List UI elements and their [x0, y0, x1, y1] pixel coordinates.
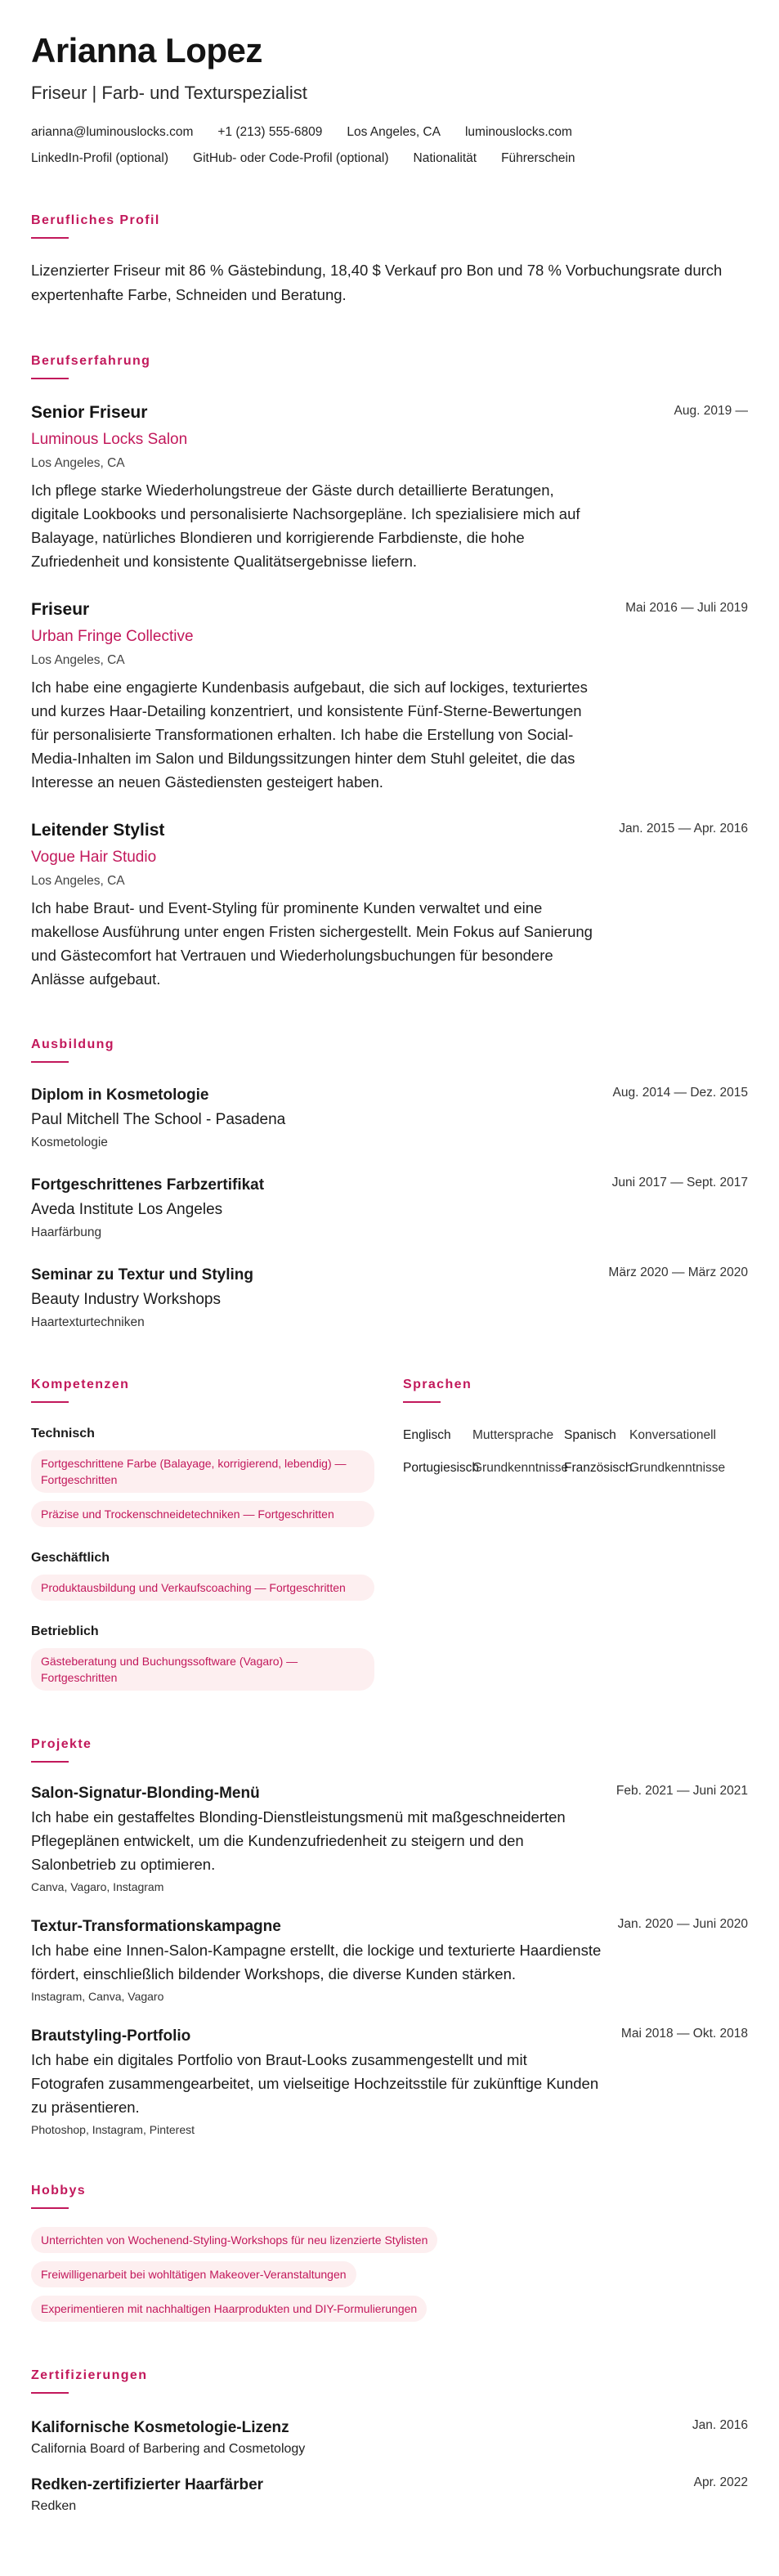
- education-section: [31, 1037, 748, 1331]
- language-name: Englisch: [403, 1428, 451, 1442]
- job-entry: [31, 402, 748, 573]
- language-level: Konversationell: [629, 1428, 716, 1442]
- person-subtitle: Friseur | Farb- und Texturspezialist: [31, 83, 307, 103]
- project-title: Textur-Transformationskampagne: [31, 1918, 281, 1935]
- education-entry: [31, 1266, 748, 1331]
- hobby-tag: Unterrichten von Wochenend-Styling-Workshops für neu lizenzierte Stylisten: [31, 2227, 437, 2253]
- certification-title: Redken-zertifizierter Haarfärber: [31, 2476, 264, 2493]
- education-list: [31, 1086, 748, 1331]
- job-date: Mai 2016 — Juli 2019: [625, 601, 748, 615]
- study-field: Haartexturtechniken: [31, 1315, 145, 1329]
- skill-tag: Präzise und Trockenschneidetechniken — Fortgeschritten: [31, 1501, 374, 1527]
- section-divider: [31, 2207, 69, 2209]
- education-date: März 2020 — März 2020: [608, 1266, 748, 1279]
- job-description: Ich habe eine engagierte Kundenbasis aufgebaut, die sich auf lockiges, texturiertes und kurzes Haar-Detailing konzentriert, und konsistente Fünf-Sterne-Bewertungen für personalisierte Transformationen erhalten. Ich habe die Erstellung von Social-Media-Inhalten im Salon und Bildungssitzungen hinter dem Stuhl geleitet, die das Interesse an neuen Gästediensten gesteigert haben.: [31, 679, 588, 791]
- project-description: Ich habe ein digitales Portfolio von Braut-Looks zusammengestellt und mit Fotografen zusammengearbeitet, um vielseitige Hochzeitsstile für zukünftige Kunden zu präsentieren.: [31, 2051, 599, 2116]
- job-list: [31, 402, 748, 991]
- job-company: Vogue Hair Studio: [31, 849, 157, 866]
- school-name: Paul Mitchell The School - Pasadena: [31, 1111, 286, 1128]
- hobby-tag: Experimentieren mit nachhaltigen Haarprodukten und DIY-Formulierungen: [31, 2296, 427, 2322]
- job-entry: [31, 599, 748, 794]
- education-date: Aug. 2014 — Dez. 2015: [612, 1086, 748, 1100]
- section-title-certifications: Zertifizierungen: [31, 2368, 148, 2382]
- hobbies-section: [31, 2183, 748, 2322]
- language-name: Spanisch: [564, 1428, 616, 1442]
- contact-license: Führerschein: [501, 151, 575, 165]
- job-description: Ich pflege starke Wiederholungstreue der Gäste durch detaillierte Beratungen, digitale Lookbooks und personalisierte Nachsorgepläne. Ich spezialisiere mich auf Balayage, natürliches Blondieren und korrigierende Farbdienste, die hohe Zufriedenheit und konsistente Qualitätsergebnisse liefern.: [31, 482, 580, 570]
- job-date: Aug. 2019 —: [674, 404, 748, 418]
- job-entry: [31, 820, 748, 991]
- project-title: Salon-Signatur-Blonding-Menü: [31, 1785, 260, 1802]
- section-divider: [31, 1061, 69, 1063]
- certification-list: [31, 2418, 748, 2515]
- contact-github[interactable]: GitHub- oder Code-Profil (optional): [193, 151, 389, 165]
- project-tools: Photoshop, Instagram, Pinterest: [31, 2123, 195, 2136]
- certification-issuer: California Board of Barbering and Cosmetology: [31, 2442, 306, 2456]
- job-location: Los Angeles, CA: [31, 653, 125, 667]
- skill-tag: Fortgeschrittene Farbe (Balayage, korrigierend, lebendig) — Fortgeschritten: [31, 1450, 374, 1493]
- contact-email[interactable]: arianna@luminouslocks.com: [31, 125, 194, 139]
- section-title-hobbies: Hobbys: [31, 2184, 87, 2197]
- language-level: Muttersprache: [472, 1428, 554, 1442]
- language-level: Grundkenntnisse: [629, 1461, 726, 1475]
- job-location: Los Angeles, CA: [31, 456, 125, 470]
- contact-website[interactable]: luminouslocks.com: [464, 125, 572, 139]
- certifications-section: [31, 2368, 748, 2515]
- profile-section: [31, 213, 748, 307]
- project-date: Feb. 2021 — Juni 2021: [616, 1784, 748, 1798]
- project-tools: Instagram, Canva, Vagaro: [31, 1990, 164, 2003]
- contact-row-primary: [31, 124, 748, 141]
- language-name: Portugiesisch: [403, 1461, 480, 1475]
- job-title: Friseur: [31, 600, 90, 619]
- education-date: Juni 2017 — Sept. 2017: [611, 1176, 748, 1189]
- skill-tag: Gästeberatung und Buchungssoftware (Vagaro) — Fortgeschritten: [31, 1648, 374, 1691]
- section-title-profile: Berufliches Profil: [31, 213, 160, 227]
- section-title-languages: Sprachen: [403, 1378, 472, 1391]
- contact-phone[interactable]: +1 (213) 555-6809: [217, 125, 323, 139]
- contact-row-secondary: [31, 150, 748, 167]
- section-title-education: Ausbildung: [31, 1037, 114, 1051]
- contact-nationality: Nationalität: [413, 151, 477, 165]
- certification-issuer: Redken: [31, 2499, 77, 2513]
- degree-title: Fortgeschrittenes Farbzertifikat: [31, 1176, 265, 1194]
- project-title: Brautstyling-Portfolio: [31, 2027, 191, 2045]
- project-date: Jan. 2020 — Juni 2020: [617, 1917, 748, 1931]
- skills-section: [31, 1331, 403, 1691]
- section-divider: [31, 2392, 69, 2394]
- project-date: Mai 2018 — Okt. 2018: [620, 2027, 748, 2041]
- language-level: Grundkenntnisse: [472, 1461, 569, 1475]
- study-field: Haarfärbung: [31, 1225, 102, 1239]
- language-list: [403, 1427, 746, 1476]
- project-description: Ich habe eine Innen-Salon-Kampagne erstellt, die lockige und texturierte Haardienste fördert, einschließlich bildender Workshops, die diverse Kunden stärken.: [31, 1942, 602, 1982]
- skill-group-title: Technisch: [31, 1427, 95, 1440]
- project-description: Ich habe ein gestaffeltes Blonding-Dienstleistungsmenü mit maßgeschneiderten Pflegeplänen entwickelt, um die Kundenzufriedenheit zu steigern und den Salonbetrieb zu optimieren.: [31, 1808, 566, 1873]
- project-entry: [31, 1784, 748, 1894]
- section-divider: [31, 378, 69, 379]
- hobby-tag: Freiwilligenarbeit bei wohltätigen Makeover-Veranstaltungen: [31, 2261, 356, 2287]
- job-title: Leitender Stylist: [31, 821, 165, 840]
- project-list: [31, 1784, 748, 2137]
- study-field: Kosmetologie: [31, 1136, 108, 1149]
- section-divider: [31, 237, 69, 239]
- section-divider: [31, 1401, 69, 1403]
- skills-languages-row: [31, 1331, 748, 1691]
- section-title-experience: Berufserfahrung: [31, 354, 151, 368]
- degree-title: Diplom in Kosmetologie: [31, 1086, 209, 1104]
- contact-linkedin[interactable]: LinkedIn-Profil (optional): [31, 151, 169, 165]
- job-title: Senior Friseur: [31, 403, 148, 422]
- certification-entry: [31, 2418, 748, 2457]
- person-name: Arianna Lopez: [31, 31, 262, 69]
- job-location: Los Angeles, CA: [31, 874, 125, 888]
- job-company: Luminous Locks Salon: [31, 431, 188, 448]
- certification-date: Apr. 2022: [693, 2475, 748, 2489]
- project-entry: [31, 2027, 748, 2137]
- projects-section: [31, 1736, 748, 2137]
- skill-tag: Produktausbildung und Verkaufscoaching — Fortgeschritten: [31, 1575, 374, 1601]
- section-title-skills: Kompetenzen: [31, 1378, 130, 1391]
- hobby-list: [31, 2227, 748, 2322]
- skill-group-title: Geschäftlich: [31, 1551, 110, 1565]
- education-entry: [31, 1086, 748, 1151]
- project-entry: [31, 1917, 748, 2004]
- section-divider: [403, 1401, 441, 1403]
- experience-section: [31, 353, 748, 991]
- job-company: Urban Fringe Collective: [31, 628, 194, 645]
- school-name: Beauty Industry Workshops: [31, 1291, 221, 1308]
- job-description: Ich habe Braut- und Event-Styling für prominente Kunden verwaltet und eine makellose Ausführung unter engen Fristen sichergestellt. Mein Fokus auf Sanierung und Gästecomfort hat Vertrauen und Wiederholungsbuchungen für besondere Anlässe aufgebaut.: [31, 899, 593, 988]
- resume-header: [31, 31, 748, 167]
- certification-entry: [31, 2475, 748, 2515]
- languages-section: [403, 1331, 746, 1691]
- certification-date: Jan. 2016: [692, 2418, 748, 2432]
- job-date: Jan. 2015 — Apr. 2016: [619, 822, 748, 836]
- language-name: Französisch: [564, 1461, 633, 1475]
- section-divider: [31, 1761, 69, 1763]
- certification-title: Kalifornische Kosmetologie-Lizenz: [31, 2419, 289, 2436]
- contact-location: Los Angeles, CA: [347, 125, 441, 139]
- school-name: Aveda Institute Los Angeles: [31, 1201, 223, 1218]
- project-tools: Canva, Vagaro, Instagram: [31, 1880, 164, 1893]
- degree-title: Seminar zu Textur und Styling: [31, 1266, 254, 1284]
- education-entry: [31, 1176, 748, 1241]
- profile-text: Lizenzierter Friseur mit 86 % Gästebindung, 18,40 $ Verkauf pro Bon und 78 % Vorbuchungsrate durch expertenhafte Farbe, Schneiden und Beratung.: [31, 262, 723, 303]
- skill-group-title: Betrieblich: [31, 1624, 99, 1638]
- section-title-projects: Projekte: [31, 1737, 92, 1751]
